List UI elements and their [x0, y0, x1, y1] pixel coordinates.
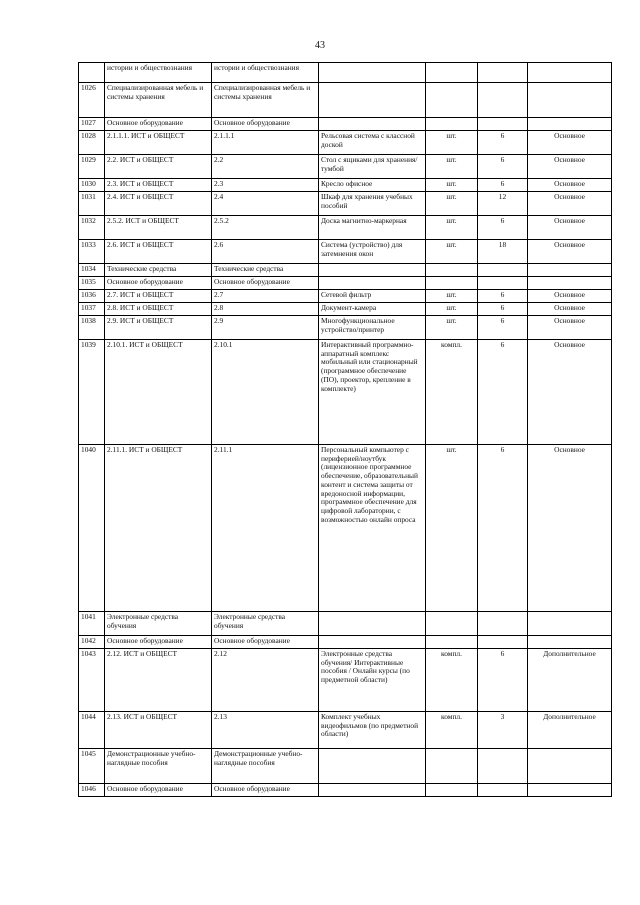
unit-cell: шт. — [426, 303, 478, 316]
equipment-name-cell: Рельсовая система с классной доской — [319, 131, 426, 155]
row-name-cell: Основное оборудование — [212, 784, 319, 797]
row-code-cell: 2.3. ИСТ и ОБЩЕСТ — [105, 179, 212, 192]
row-number-cell: 1046 — [79, 784, 105, 797]
quantity-cell — [478, 636, 528, 649]
table-row — [79, 784, 612, 797]
row-name-cell: Основное оборудование — [212, 118, 319, 131]
unit-cell — [426, 83, 478, 118]
equipment-name-cell: Электронные средства обучения/ Интерактивные пособия / Онлайн курсы (по предметной области) — [319, 649, 426, 712]
equipment-name-cell: Комплект учебных видеофильмов (по предметной области) — [319, 712, 426, 749]
quantity-cell — [478, 277, 528, 290]
equipment-type-cell: Дополнительное — [528, 712, 612, 749]
unit-cell — [426, 264, 478, 277]
table-row — [79, 316, 612, 340]
row-code-cell: 2.4. ИСТ и ОБЩЕСТ — [105, 192, 212, 216]
equipment-type-cell — [528, 63, 612, 83]
row-number-cell: 1030 — [79, 179, 105, 192]
row-code-cell: Основное оборудование — [105, 118, 212, 131]
table-row — [79, 649, 612, 712]
row-code-cell: Основное оборудование — [105, 636, 212, 649]
table-row — [79, 192, 612, 216]
row-number-cell — [79, 63, 105, 83]
equipment-type-cell — [528, 749, 612, 784]
table-row — [79, 636, 612, 649]
row-number-cell: 1028 — [79, 131, 105, 155]
quantity-cell — [478, 264, 528, 277]
row-name-cell: 2.2 — [212, 155, 319, 179]
unit-cell: шт. — [426, 316, 478, 340]
equipment-name-cell: Персональный компьютер с периферией/ноутбук (лицензионное программное обеспечение, образовательный контент и система защиты от вредоносной информации, программное обеспечение для цифровой лаборатории, с возможностью онлайн опроса — [319, 445, 426, 612]
row-code-cell: 2.10.1. ИСТ и ОБЩЕСТ — [105, 340, 212, 445]
quantity-cell: 6 — [478, 316, 528, 340]
row-name-cell: 2.6 — [212, 240, 319, 264]
equipment-type-cell: Основное — [528, 192, 612, 216]
row-name-cell: Основное оборудование — [212, 277, 319, 290]
unit-cell: шт. — [426, 192, 478, 216]
quantity-cell: 12 — [478, 192, 528, 216]
row-code-cell: 2.8. ИСТ и ОБЩЕСТ — [105, 303, 212, 316]
quantity-cell: 6 — [478, 179, 528, 192]
quantity-cell: 6 — [478, 290, 528, 303]
table-row — [79, 179, 612, 192]
quantity-cell — [478, 63, 528, 83]
unit-cell: компл. — [426, 340, 478, 445]
row-number-cell: 1041 — [79, 612, 105, 636]
unit-cell — [426, 63, 478, 83]
equipment-name-cell: Интерактивный программно-аппаратный комплекс мобильный или стационарный (программное обеспечение (ПО), проектор, крепление в комплекте) — [319, 340, 426, 445]
row-number-cell: 1026 — [79, 83, 105, 118]
equipment-type-cell: Основное — [528, 131, 612, 155]
row-name-cell: 2.12 — [212, 649, 319, 712]
row-code-cell: 2.13. ИСТ и ОБЩЕСТ — [105, 712, 212, 749]
equipment-type-cell: Основное — [528, 340, 612, 445]
row-number-cell: 1032 — [79, 216, 105, 240]
row-number-cell: 1035 — [79, 277, 105, 290]
quantity-cell: 6 — [478, 649, 528, 712]
equipment-table-body — [79, 63, 612, 797]
quantity-cell: 6 — [478, 216, 528, 240]
unit-cell: шт. — [426, 131, 478, 155]
row-code-cell: 2.12. ИСТ и ОБЩЕСТ — [105, 649, 212, 712]
row-code-cell: 2.1.1.1. ИСТ и ОБЩЕСТ — [105, 131, 212, 155]
row-name-cell: 2.13 — [212, 712, 319, 749]
row-name-cell: 2.11.1 — [212, 445, 319, 612]
row-number-cell: 1033 — [79, 240, 105, 264]
table-row — [79, 131, 612, 155]
equipment-name-cell: Сетевой фильтр — [319, 290, 426, 303]
unit-cell: шт. — [426, 216, 478, 240]
equipment-name-cell — [319, 749, 426, 784]
unit-cell: шт. — [426, 290, 478, 303]
equipment-name-cell: Кресло офисное — [319, 179, 426, 192]
row-number-cell: 1027 — [79, 118, 105, 131]
equipment-type-cell — [528, 784, 612, 797]
unit-cell — [426, 784, 478, 797]
table-row — [79, 118, 612, 131]
table-row — [79, 264, 612, 277]
unit-cell: шт. — [426, 155, 478, 179]
equipment-name-cell — [319, 83, 426, 118]
equipment-name-cell — [319, 636, 426, 649]
table-row — [79, 445, 612, 612]
row-code-cell: 2.9. ИСТ и ОБЩЕСТ — [105, 316, 212, 340]
quantity-cell: 6 — [478, 155, 528, 179]
row-name-cell: 2.1.1.1 — [212, 131, 319, 155]
equipment-type-cell — [528, 264, 612, 277]
row-code-cell: истории и обществознания — [105, 63, 212, 83]
row-number-cell: 1037 — [79, 303, 105, 316]
row-name-cell: истории и обществознания — [212, 63, 319, 83]
row-code-cell: Технические средства — [105, 264, 212, 277]
quantity-cell — [478, 784, 528, 797]
quantity-cell: 6 — [478, 340, 528, 445]
unit-cell — [426, 636, 478, 649]
table-row — [79, 749, 612, 784]
row-name-cell: Специализированная мебель и системы хранения — [212, 83, 319, 118]
row-code-cell: 2.7. ИСТ и ОБЩЕСТ — [105, 290, 212, 303]
equipment-type-cell: Основное — [528, 179, 612, 192]
equipment-name-cell: Шкаф для хранения учебных пособий — [319, 192, 426, 216]
row-number-cell: 1042 — [79, 636, 105, 649]
equipment-type-cell: Основное — [528, 290, 612, 303]
table-row — [79, 712, 612, 749]
row-name-cell: 2.10.1 — [212, 340, 319, 445]
quantity-cell — [478, 83, 528, 118]
unit-cell: шт. — [426, 179, 478, 192]
row-code-cell: Основное оборудование — [105, 784, 212, 797]
table-row — [79, 290, 612, 303]
equipment-type-cell: Основное — [528, 303, 612, 316]
equipment-type-cell: Основное — [528, 240, 612, 264]
equipment-name-cell — [319, 612, 426, 636]
equipment-name-cell: Система (устройство) для затемнения окон — [319, 240, 426, 264]
equipment-type-cell: Основное — [528, 155, 612, 179]
equipment-type-cell — [528, 636, 612, 649]
quantity-cell: 6 — [478, 445, 528, 612]
unit-cell — [426, 749, 478, 784]
row-name-cell: 2.5.2 — [212, 216, 319, 240]
equipment-name-cell — [319, 63, 426, 83]
equipment-name-cell — [319, 264, 426, 277]
equipment-type-cell: Основное — [528, 216, 612, 240]
table-row — [79, 63, 612, 83]
table-row — [79, 155, 612, 179]
equipment-type-cell — [528, 83, 612, 118]
row-number-cell: 1029 — [79, 155, 105, 179]
equipment-type-cell: Основное — [528, 316, 612, 340]
equipment-name-cell: Доска магнитно-маркерная — [319, 216, 426, 240]
row-name-cell: 2.8 — [212, 303, 319, 316]
table-row — [79, 303, 612, 316]
row-name-cell: Технические средства — [212, 264, 319, 277]
quantity-cell: 18 — [478, 240, 528, 264]
equipment-type-cell — [528, 612, 612, 636]
equipment-type-cell — [528, 118, 612, 131]
row-code-cell: 2.5.2. ИСТ и ОБЩЕСТ — [105, 216, 212, 240]
quantity-cell: 6 — [478, 131, 528, 155]
quantity-cell — [478, 612, 528, 636]
equipment-name-cell: Документ-камера — [319, 303, 426, 316]
table-row — [79, 83, 612, 118]
quantity-cell — [478, 749, 528, 784]
row-number-cell: 1043 — [79, 649, 105, 712]
row-name-cell: 2.3 — [212, 179, 319, 192]
equipment-type-cell — [528, 277, 612, 290]
row-name-cell: 2.9 — [212, 316, 319, 340]
equipment-name-cell: Многофункциональное устройство/принтер — [319, 316, 426, 340]
equipment-name-cell — [319, 784, 426, 797]
row-number-cell: 1031 — [79, 192, 105, 216]
equipment-type-cell: Дополнительное — [528, 649, 612, 712]
row-number-cell: 1044 — [79, 712, 105, 749]
quantity-cell: 3 — [478, 712, 528, 749]
equipment-type-cell: Основное — [528, 445, 612, 612]
row-code-cell: 2.11.1. ИСТ и ОБЩЕСТ — [105, 445, 212, 612]
equipment-name-cell — [319, 118, 426, 131]
row-number-cell: 1039 — [79, 340, 105, 445]
row-code-cell: 2.2. ИСТ и ОБЩЕСТ — [105, 155, 212, 179]
row-name-cell: Основное оборудование — [212, 636, 319, 649]
unit-cell: шт. — [426, 240, 478, 264]
table-row — [79, 612, 612, 636]
row-number-cell: 1038 — [79, 316, 105, 340]
row-name-cell: 2.4 — [212, 192, 319, 216]
equipment-name-cell: Стол с ящиками для хранения/тумбой — [319, 155, 426, 179]
table-row — [79, 340, 612, 445]
row-number-cell: 1045 — [79, 749, 105, 784]
unit-cell: компл. — [426, 712, 478, 749]
unit-cell — [426, 612, 478, 636]
unit-cell — [426, 118, 478, 131]
row-name-cell: 2.7 — [212, 290, 319, 303]
row-number-cell: 1036 — [79, 290, 105, 303]
row-number-cell: 1034 — [79, 264, 105, 277]
quantity-cell: 6 — [478, 303, 528, 316]
row-code-cell: Демонстрационные учебно-наглядные пособия — [105, 749, 212, 784]
equipment-name-cell — [319, 277, 426, 290]
row-name-cell: Демонстрационные учебно-наглядные пособия — [212, 749, 319, 784]
row-number-cell: 1040 — [79, 445, 105, 612]
unit-cell — [426, 277, 478, 290]
table-row — [79, 240, 612, 264]
equipment-table — [78, 62, 612, 797]
table-row — [79, 216, 612, 240]
row-code-cell: Электронные средства обучения — [105, 612, 212, 636]
table-row — [79, 277, 612, 290]
row-name-cell: Электронные средства обучения — [212, 612, 319, 636]
unit-cell: компл. — [426, 649, 478, 712]
page-number: 43 — [315, 40, 325, 51]
row-code-cell: Специализированная мебель и системы хранения — [105, 83, 212, 118]
unit-cell: шт. — [426, 445, 478, 612]
quantity-cell — [478, 118, 528, 131]
row-code-cell: 2.6. ИСТ и ОБЩЕСТ — [105, 240, 212, 264]
row-code-cell: Основное оборудование — [105, 277, 212, 290]
